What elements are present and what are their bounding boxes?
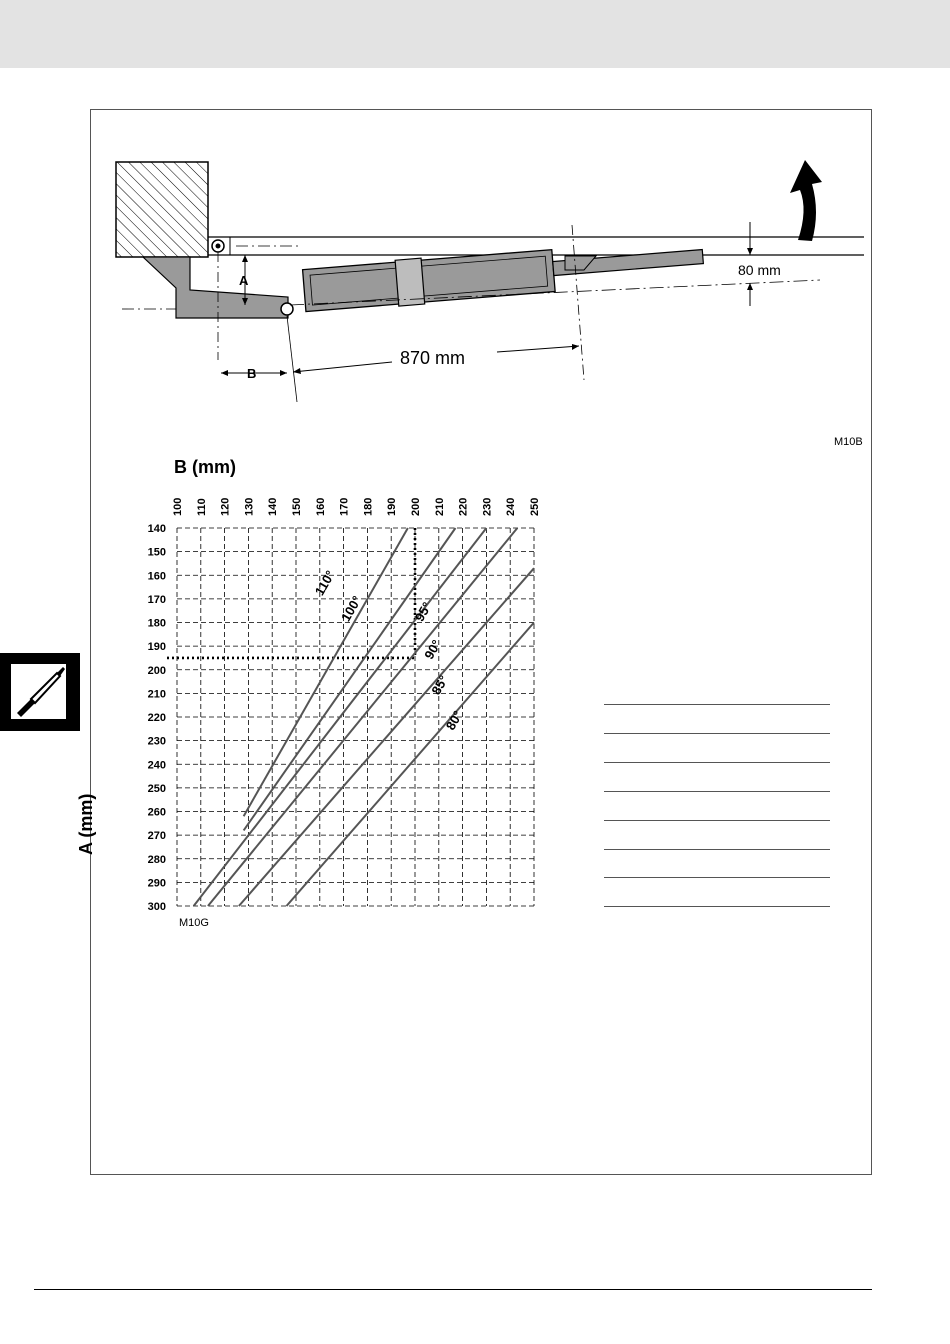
series-label: 85° — [428, 672, 452, 698]
y-tick-label: 290 — [147, 877, 166, 890]
y-tick-label: 180 — [147, 617, 166, 630]
blank-line — [604, 849, 830, 850]
diagram-ref-label: M10B — [834, 436, 863, 448]
y-tick-label: 240 — [147, 759, 166, 772]
series-line — [244, 528, 456, 830]
y-tick-label: 210 — [147, 688, 166, 701]
blank-line — [604, 877, 830, 878]
series-label: 100° — [337, 593, 365, 624]
y-tick-label: 220 — [147, 712, 166, 724]
series-label: 95° — [411, 599, 435, 624]
x-tick-label: 200 — [410, 497, 422, 516]
series-line — [208, 528, 517, 906]
y-tick-label: 250 — [147, 782, 166, 795]
y-tick-label: 260 — [147, 806, 166, 819]
x-tick-label: 130 — [243, 497, 256, 516]
y-tick-label: 140 — [147, 523, 166, 535]
x-tick-label: 230 — [481, 497, 494, 516]
series-label: 110° — [311, 567, 338, 599]
blank-line — [604, 762, 830, 763]
distance-80-label: 80 mm — [738, 262, 781, 278]
chart-ref-label: M10G — [179, 917, 209, 929]
y-tick-label: 160 — [147, 570, 166, 583]
x-axis-title: B (mm) — [174, 457, 236, 477]
dimension-b-label: B — [247, 366, 257, 381]
y-tick-label: 230 — [147, 735, 166, 748]
x-tick-label: 250 — [529, 497, 541, 516]
y-tick-label: 170 — [147, 593, 166, 606]
x-tick-label: 120 — [219, 497, 232, 516]
y-tick-label: 150 — [147, 546, 166, 559]
x-tick-label: 150 — [291, 497, 303, 516]
blank-line — [604, 906, 830, 907]
x-tick-label: 190 — [386, 497, 399, 516]
blank-line — [604, 791, 830, 792]
footer-rule — [34, 1289, 872, 1290]
distance-870-label: 870 mm — [400, 348, 466, 368]
x-tick-label: 180 — [362, 497, 375, 516]
series-label: 90° — [421, 637, 445, 662]
x-tick-label: 110 — [195, 498, 208, 516]
series-label: 80° — [442, 708, 466, 733]
series-line — [239, 568, 534, 906]
blank-line — [604, 704, 830, 705]
x-tick-label: 140 — [267, 497, 280, 516]
x-tick-label: 100 — [172, 497, 184, 516]
y-tick-label: 270 — [147, 830, 166, 843]
x-tick-label: 240 — [505, 497, 518, 516]
dimension-a-label: A — [239, 273, 249, 288]
x-tick-label: 160 — [314, 497, 327, 516]
blank-line — [604, 733, 830, 734]
y-tick-label: 300 — [147, 901, 166, 913]
x-tick-label: 220 — [457, 497, 470, 516]
blank-line — [604, 820, 830, 821]
y-tick-label: 200 — [147, 664, 166, 677]
x-tick-label: 170 — [338, 497, 351, 516]
y-tick-label: 190 — [147, 641, 166, 654]
x-tick-label: 210 — [433, 497, 446, 516]
y-tick-label: 280 — [147, 853, 166, 866]
y-axis-title: A (mm) — [76, 793, 96, 855]
